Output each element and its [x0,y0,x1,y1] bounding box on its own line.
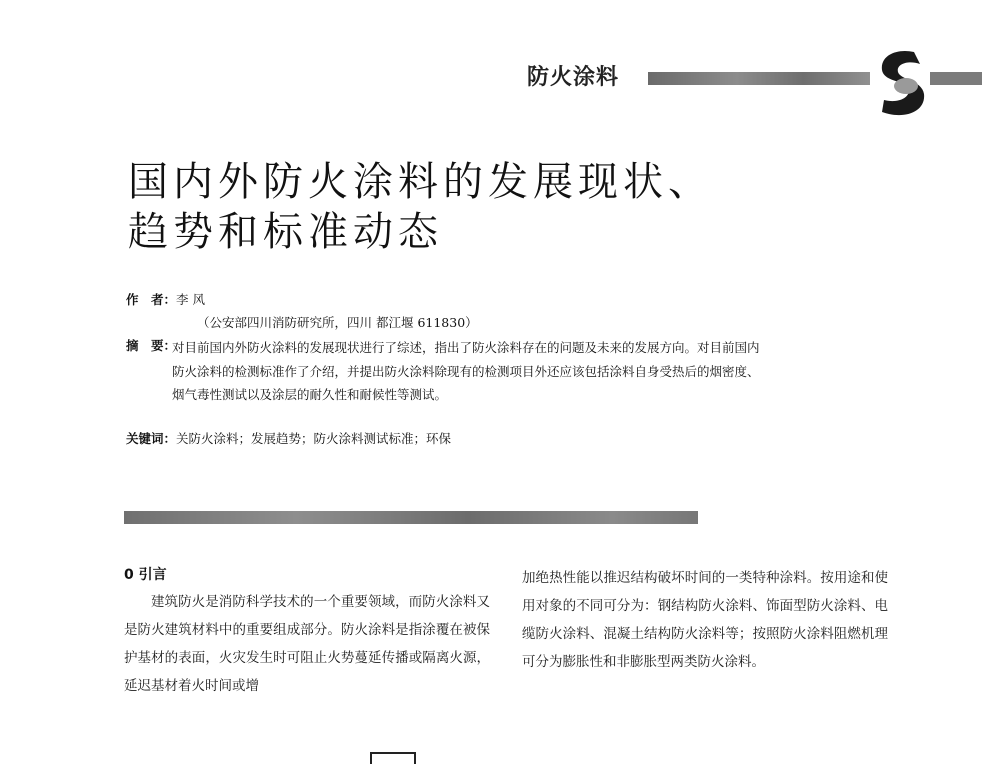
keywords-row [126,429,451,449]
body-right-column: 加绝热性能以推迟结构破坏时间的一类特种涂料。按用途和使用对象的不同可分为：钢结构防火涂料、饰面型防火涂料、电缆防火涂料、混凝土结构防火涂料等；按照防火涂料阻燃机理可分为膨胀性和非膨胀型两类防火涂料。 [522,570,888,670]
page-number-box [370,752,416,764]
section-label: 防火涂料 [527,65,620,90]
author-label: 作 者： [126,292,177,307]
section-heading: 0 引言 [124,567,167,583]
author-row [126,290,205,310]
keywords-label: 关键词： [126,431,177,446]
article-title-line-2: 趋势和标准动态 [128,209,443,255]
keywords-text: 关防火涂料；发展趋势；防火涂料测试标准；环保 [176,431,452,446]
author-name: 李 风 [176,292,205,307]
header-bar-right [930,72,982,85]
section-divider [124,511,698,524]
body-left-column: 建筑防火是消防科学技术的一个重要领域，而防火涂料又是防火建筑材料中的重要组成部分。防火涂料是指涂覆在被保护基材的表面，火灾发生时可阻止火势蔓延传播或隔离火源，延迟基材着火时间或增 [124,594,490,694]
abstract-label: 摘 要： [126,338,177,353]
header-bar [648,72,870,85]
affiliation: （公安部四川消防研究所，四川 都江堰 611830） [197,315,478,330]
journal-logo-icon [870,46,934,120]
abstract-text: 对目前国内外防火涂料的发展现状进行了综述，指出了防火涂料存在的问题及未来的发展方向。对目前国内防火涂料的检测标准作了介绍，并提出防火涂料除现有的检测项目外还应该包括涂料自身受热后的烟密度、烟气毒性测试以及涂层的耐久性和耐候性等测试。 [172,340,760,402]
article-title-line-1: 国内外防火涂料的发展现状、 [128,159,713,205]
